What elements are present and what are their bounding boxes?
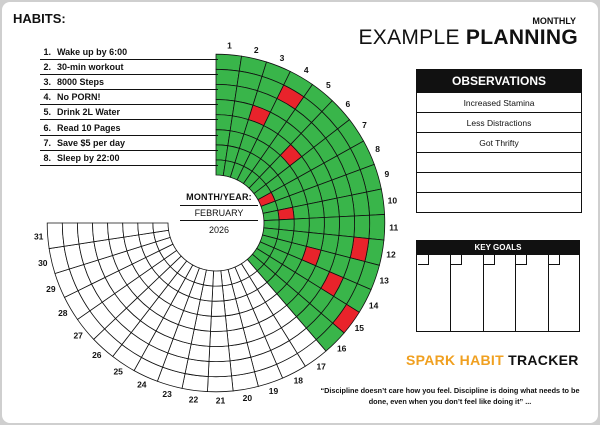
habit-number: 1. [43, 47, 51, 57]
title-part2: PLANNING [465, 26, 578, 49]
goal-column[interactable] [483, 255, 484, 331]
habit-cell[interactable] [138, 223, 154, 235]
goal-tab [418, 255, 429, 265]
quote-text: “Discipline doesn’t care how you feel. Discipline is doing what needs to be done, even when you don’t feel like doing it” ... [320, 386, 580, 406]
month-year-title: MONTH/YEAR: [186, 192, 252, 202]
day-label: 27 [73, 330, 83, 341]
day-label: 22 [188, 394, 199, 405]
habit-cell[interactable] [337, 195, 354, 217]
day-label: 1 [227, 40, 232, 51]
habit-cell[interactable] [92, 223, 108, 242]
habit-label: 8000 Steps [57, 77, 105, 88]
habit-row[interactable] [40, 89, 218, 105]
day-label: 19 [268, 386, 279, 397]
year-field[interactable]: 2026 [208, 225, 230, 235]
day-label: 9 [384, 169, 390, 180]
habit-cell[interactable] [216, 100, 235, 116]
habit-cell[interactable] [209, 346, 230, 362]
habits-title: HABITS: [13, 11, 66, 26]
day-label: 8 [375, 143, 380, 154]
habit-cell[interactable] [293, 204, 310, 219]
observations-panel [416, 69, 582, 213]
habit-label: 30-min workout [57, 62, 124, 73]
habit-cell[interactable] [354, 215, 370, 238]
day-label: 2 [253, 44, 259, 55]
brand-part2: TRACKER [508, 352, 579, 368]
habit-label: Drink 2L Water [57, 107, 121, 118]
day-label: 16 [336, 343, 347, 354]
day-label: 13 [379, 275, 389, 286]
habit-number: 7. [43, 137, 51, 148]
habit-cell[interactable] [294, 218, 309, 232]
observations-rows [417, 92, 581, 212]
month-field[interactable]: FEBRUARY [180, 205, 258, 221]
habit-cell[interactable] [279, 219, 294, 231]
day-label: 29 [46, 284, 56, 294]
page-title [358, 26, 578, 50]
habit-row[interactable] [40, 150, 218, 166]
habit-label: Read 10 Pages [57, 122, 121, 133]
habit-label: No PORN! [57, 92, 101, 103]
observation-row[interactable] [417, 152, 581, 172]
habit-row[interactable] [40, 135, 218, 151]
day-label: 28 [58, 308, 68, 319]
day-label: 31 [33, 231, 44, 242]
goal-tab [451, 255, 462, 265]
observation-row[interactable] [417, 192, 581, 212]
goal-tab [484, 255, 495, 265]
observation-row[interactable]: Increased Stamina [417, 92, 581, 112]
habit-label: Save $5 per day [57, 137, 126, 148]
monthly-label: MONTHLY [532, 16, 576, 26]
habit-cell[interactable] [339, 216, 355, 237]
day-label: 6 [345, 98, 351, 109]
month-year-box [174, 192, 264, 235]
day-label: 17 [316, 361, 326, 372]
habit-cell[interactable] [324, 217, 340, 236]
habit-number: 3. [43, 77, 51, 88]
habit-row[interactable] [40, 74, 218, 90]
observation-row[interactable]: Got Thrifty [417, 132, 581, 152]
habit-number: 4. [43, 92, 51, 103]
key-goals-title: KEY GOALS [417, 241, 579, 255]
day-label: 30 [38, 258, 48, 269]
day-label: 12 [386, 249, 396, 260]
habit-label: Wake up by 6:00 [57, 47, 128, 57]
day-label: 26 [92, 349, 102, 360]
title-part1: EXAMPLE [358, 26, 466, 49]
habit-row[interactable] [40, 44, 218, 60]
habit-label: Sleep by 22:00 [57, 152, 120, 163]
habit-cell[interactable] [322, 198, 339, 217]
brand-part1: SPARK HABIT [406, 352, 509, 368]
habit-number: 6. [43, 122, 51, 133]
habit-cell[interactable] [216, 54, 242, 71]
habit-cell[interactable] [211, 316, 227, 332]
day-label: 14 [368, 300, 379, 311]
day-label: 25 [113, 366, 123, 377]
habit-cell[interactable] [123, 223, 139, 237]
observation-row[interactable] [417, 172, 581, 192]
habit-cell[interactable] [210, 331, 229, 347]
goal-tab [516, 255, 527, 265]
goal-column[interactable] [450, 255, 451, 331]
habit-cell[interactable] [108, 223, 124, 239]
goal-column[interactable] [548, 255, 549, 331]
habit-cell[interactable] [207, 376, 233, 392]
habit-cell[interactable] [216, 69, 239, 86]
habit-cell[interactable] [216, 84, 237, 101]
habit-cell[interactable] [216, 115, 232, 131]
habit-cell[interactable] [208, 361, 231, 377]
day-label: 15 [354, 323, 365, 334]
day-label: 20 [242, 393, 253, 403]
habit-number: 8. [43, 152, 51, 163]
habit-number: 2. [43, 62, 51, 73]
day-label: 7 [362, 120, 367, 131]
habit-cell[interactable] [211, 301, 225, 316]
habit-number: 5. [43, 107, 51, 118]
habit-row[interactable] [40, 120, 218, 136]
habit-cell[interactable] [212, 286, 224, 301]
day-label: 24 [137, 379, 147, 390]
goal-column[interactable] [515, 255, 516, 331]
habit-row[interactable] [40, 59, 218, 75]
planner-sheet [2, 2, 598, 423]
habit-row[interactable] [40, 104, 218, 120]
day-label: 10 [387, 195, 398, 206]
goal-tab [549, 255, 560, 265]
habit-cell[interactable] [309, 218, 325, 234]
day-label: 11 [389, 222, 399, 233]
day-label: 4 [303, 64, 309, 75]
observations-title: OBSERVATIONS [417, 70, 581, 92]
habit-cell[interactable] [369, 214, 385, 240]
day-label: 18 [293, 375, 304, 386]
day-label: 21 [215, 395, 226, 406]
key-goals-panel [416, 240, 580, 332]
habit-cell[interactable] [188, 344, 210, 361]
habit-cell[interactable] [62, 223, 79, 246]
day-label: 5 [326, 80, 331, 91]
habit-cell[interactable] [77, 223, 94, 244]
day-label: 3 [279, 52, 285, 63]
brand-logo [406, 352, 579, 368]
habit-cell[interactable] [213, 271, 223, 286]
habit-cell[interactable] [307, 201, 324, 218]
observation-row[interactable]: Less Distractions [417, 112, 581, 132]
habit-cell[interactable] [47, 223, 64, 249]
day-label: 23 [162, 388, 172, 399]
